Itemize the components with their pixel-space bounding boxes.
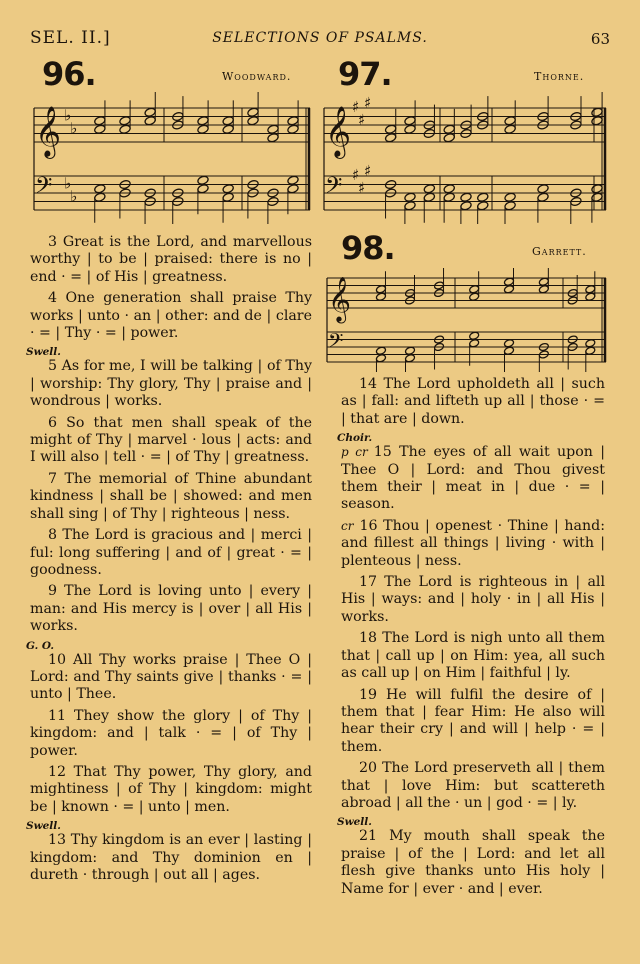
bass-clef-icon: 𝄢 bbox=[325, 173, 343, 204]
psalm-verse: 4 One generation shall praise Thy works | unto · an | other: and de | clare · = | Thy · = | power. bbox=[30, 290, 312, 342]
note-head bbox=[443, 192, 455, 202]
note-head bbox=[585, 285, 596, 294]
psalm-verse: 9 The Lord is loving unto | every | man: and His mercy is | over | all His | works. bbox=[30, 583, 312, 635]
key-signature-icon: ♭ bbox=[64, 106, 72, 125]
tune-composer-98: Garrett. bbox=[532, 245, 587, 258]
note-head bbox=[504, 116, 516, 126]
note-head bbox=[404, 192, 416, 202]
note-head bbox=[94, 184, 106, 194]
note-head bbox=[504, 277, 515, 286]
note-head bbox=[460, 192, 472, 202]
bass-clef-icon: 𝄢 bbox=[35, 173, 53, 204]
note-head bbox=[197, 124, 209, 134]
note-head bbox=[504, 346, 515, 355]
note-head bbox=[376, 354, 387, 363]
note-head bbox=[287, 124, 299, 134]
note-head bbox=[376, 285, 387, 294]
psalm-verse: 13 Thy kingdom is an ever | lasting | kingdom: and Thy dominion en | dureth · through | out all | ages. bbox=[30, 832, 312, 883]
note-head bbox=[585, 346, 596, 355]
page-title: SELECTIONS OF PSALMS. bbox=[212, 30, 428, 46]
tune-composer-97: Thorne. bbox=[534, 70, 585, 83]
psalm-verse: 8 The Lord is gracious and | merci | ful: long suffering | and of | great · = | goodness. bbox=[30, 527, 312, 578]
note-head bbox=[376, 346, 387, 355]
note-head bbox=[144, 107, 156, 117]
note-head bbox=[384, 133, 396, 143]
dynamic-mark: p cr bbox=[341, 445, 368, 460]
note-head bbox=[404, 116, 416, 126]
psalm-verse: 11 They show the glory | of Thy | kingdom: and | talk · = | of Thy | power. bbox=[30, 707, 312, 759]
expression-mark: Swell. bbox=[26, 820, 61, 833]
key-signature-icon: ♭ bbox=[70, 187, 78, 206]
psalm-verse: 3 Great is the Lord, and marvellous worthy | to be | praised: there is no | end · = | of His | greatness. bbox=[30, 234, 312, 285]
note-head bbox=[538, 277, 549, 286]
psalm-verse: 5 As for me, I will be talking | of Thy | worship: Thy glory, Thy | praise and | wondrous | works. bbox=[30, 358, 312, 410]
section-label: SEL. II.] bbox=[30, 28, 111, 48]
note-head bbox=[94, 124, 106, 134]
tune-number-97: 97. bbox=[338, 55, 392, 93]
note-head bbox=[119, 116, 131, 126]
note-head bbox=[504, 124, 516, 134]
expression-mark: G. O. bbox=[26, 639, 55, 652]
music-score-96 bbox=[32, 92, 312, 224]
psalm-verse bbox=[341, 518, 605, 570]
tune-number-96: 96. bbox=[42, 55, 96, 93]
psalm-verse: 19 He will fulfil the desire of | them that | fear Him: He also will hear their cry | and will | help · = | them. bbox=[341, 686, 605, 755]
note-head bbox=[222, 184, 234, 194]
note-head bbox=[537, 184, 549, 194]
psalm-verse: 10 All Thy works praise | Thee O | Lord: and Thy saints give | thanks · = | unto | Thee. bbox=[30, 651, 312, 703]
dynamic-mark: cr bbox=[341, 518, 354, 533]
note-head bbox=[267, 124, 279, 134]
note-head bbox=[591, 192, 603, 202]
expression-mark: Swell. bbox=[26, 346, 61, 359]
music-score-97 bbox=[322, 92, 608, 224]
note-head bbox=[287, 175, 299, 185]
note-head bbox=[247, 116, 259, 126]
note-head bbox=[423, 192, 435, 202]
running-head bbox=[30, 28, 610, 50]
note-head bbox=[405, 346, 416, 355]
psalm-verse: 12 That Thy power, Thy glory, and mightiness | of Thy | kingdom: might be | known · = | unto | men. bbox=[30, 763, 312, 815]
note-head bbox=[404, 124, 416, 134]
psalm-verse: 17 The Lord is righteous in | all His | ways: and | holy · in | all His | works. bbox=[341, 574, 605, 625]
note-head bbox=[585, 292, 596, 301]
note-head bbox=[537, 192, 549, 202]
note-head bbox=[504, 192, 516, 202]
psalm-verse: 7 The memorial of Thine abundant kindness | shall be | showed: and men shall sing | of Thy | righteous | ness. bbox=[30, 470, 312, 522]
psalm-verse: 6 So that men shall speak of the might of Thy | marvel · lous | acts: and I will also | tell · = | of Thy | greatness. bbox=[30, 414, 312, 466]
key-signature-icon: ♯ bbox=[358, 110, 366, 129]
key-signature-icon: ♭ bbox=[70, 119, 78, 138]
note-head bbox=[197, 116, 209, 126]
note-head bbox=[443, 124, 455, 134]
note-head bbox=[469, 285, 480, 294]
page-number: 63 bbox=[590, 30, 610, 48]
note-head bbox=[404, 201, 416, 211]
key-signature-icon: ♯ bbox=[352, 98, 360, 116]
note-head bbox=[591, 107, 603, 117]
note-head bbox=[423, 184, 435, 194]
key-signature-icon: ♯ bbox=[364, 93, 372, 112]
note-head bbox=[222, 192, 234, 202]
tune-composer-96: Woodward. bbox=[222, 70, 292, 83]
note-head bbox=[504, 339, 515, 348]
note-head bbox=[405, 354, 416, 363]
note-head bbox=[469, 292, 480, 301]
note-head bbox=[585, 339, 596, 348]
treble-clef-icon: 𝄞 bbox=[35, 106, 62, 157]
psalm-verse: 14 The Lord upholdeth all | such as | fall: and lifteth up all | those · = | that are | down. bbox=[341, 376, 605, 427]
note-head bbox=[267, 133, 279, 143]
key-signature-icon: ♯ bbox=[352, 166, 360, 184]
verse-text: 16 Thou | openest · Thine | hand: and fillest all things | living · with | plenteous | ness. bbox=[341, 517, 605, 569]
verse-text: 15 The eyes of all wait upon | Thee O | Lord: and Thou givest them their | meat in | due · = | season. bbox=[341, 444, 605, 513]
note-head bbox=[197, 184, 209, 194]
note-head bbox=[504, 285, 515, 294]
music-score-98 bbox=[325, 268, 608, 372]
note-head bbox=[591, 116, 603, 126]
psalm-verse: 18 The Lord is nigh unto all them that | call up | on Him: yea, all such as call up | on Him | faithful | ly. bbox=[341, 630, 605, 682]
key-signature-icon: ♭ bbox=[64, 174, 72, 193]
key-signature-icon: ♯ bbox=[364, 161, 372, 180]
note-head bbox=[384, 124, 396, 134]
note-head bbox=[469, 339, 480, 348]
note-head bbox=[287, 184, 299, 194]
note-head bbox=[443, 184, 455, 194]
note-head bbox=[222, 116, 234, 126]
note-head bbox=[197, 175, 209, 185]
bass-clef-icon: 𝄢 bbox=[328, 329, 344, 357]
note-head bbox=[119, 124, 131, 134]
psalm-verse: 21 My mouth shall speak the praise | of the | Lord: and let all flesh give thanks unto His holy | Name for | ever · and | ever. bbox=[341, 828, 605, 897]
note-head bbox=[469, 331, 480, 340]
psalm-verse: 20 The Lord preserveth all | them that | love Him: but scattereth abroad | all the · un | god · = | ly. bbox=[341, 760, 605, 811]
key-signature-icon: ♯ bbox=[358, 178, 366, 197]
note-head bbox=[477, 201, 489, 211]
left-text-column bbox=[26, 234, 312, 888]
note-head bbox=[222, 124, 234, 134]
note-head bbox=[94, 192, 106, 202]
note-head bbox=[477, 192, 489, 202]
expression-mark: Swell. bbox=[337, 816, 372, 829]
note-head bbox=[144, 116, 156, 126]
note-head bbox=[591, 184, 603, 194]
note-head bbox=[376, 292, 387, 301]
treble-clef-icon: 𝄞 bbox=[328, 277, 352, 322]
note-head bbox=[504, 201, 516, 211]
note-head bbox=[94, 116, 106, 126]
right-text-column bbox=[337, 376, 605, 902]
expression-mark: Choir. bbox=[337, 432, 373, 445]
psalm-verse bbox=[341, 444, 605, 514]
tune-number-98: 98. bbox=[341, 229, 395, 267]
note-head bbox=[460, 201, 472, 211]
treble-clef-icon: 𝄞 bbox=[325, 106, 352, 157]
note-head bbox=[538, 285, 549, 294]
note-head bbox=[287, 116, 299, 126]
note-head bbox=[443, 133, 455, 143]
note-head bbox=[247, 107, 259, 117]
